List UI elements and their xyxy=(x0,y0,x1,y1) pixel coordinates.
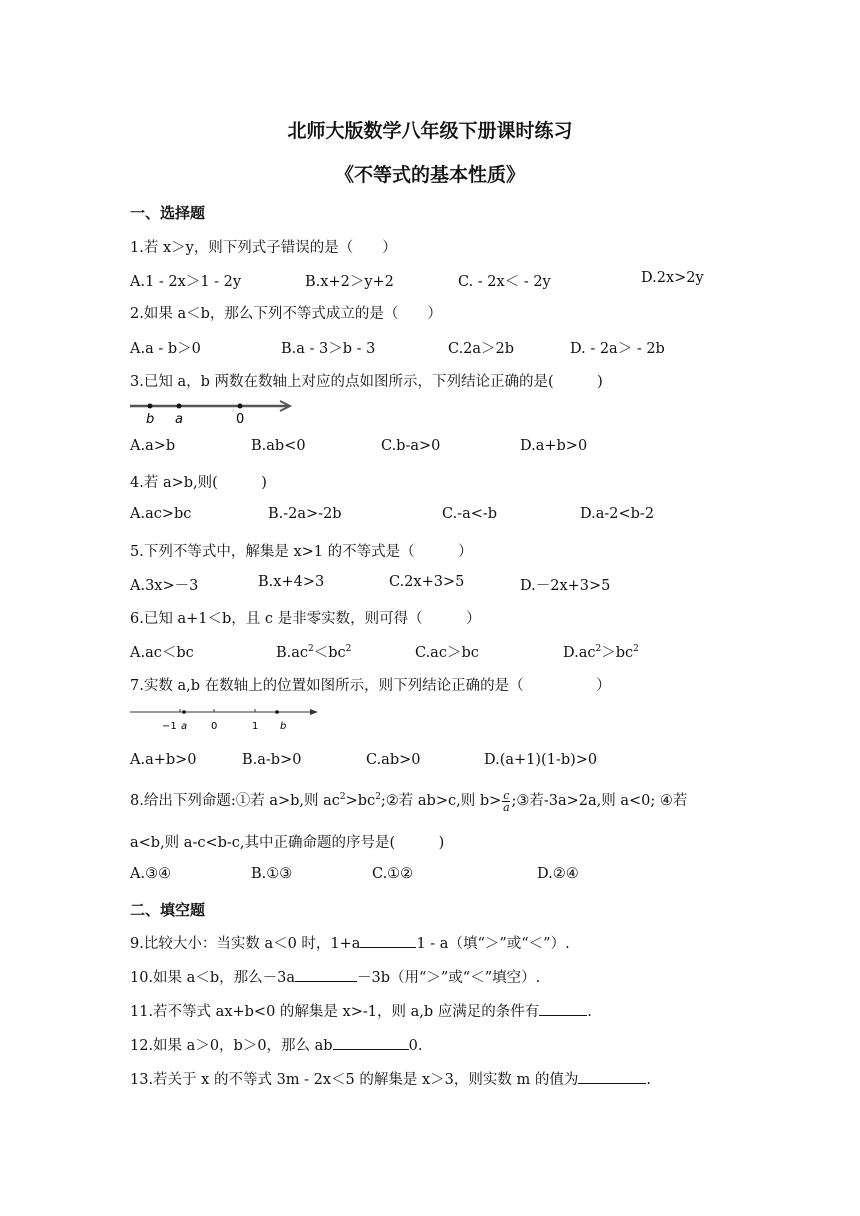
question-10: 10.如果 a＜b，那么－3a －3b（用“＞”或“＜”填空）. xyxy=(130,966,540,987)
section-heading-fill: 二、填空题 xyxy=(130,901,206,919)
question-7-axis-label-a: a xyxy=(181,721,188,732)
question-5-stem: 5.下列不等式中，解集是 x>1 的不等式是（ ） xyxy=(130,544,473,560)
question-1-option-c: C. - 2x＜ - 2y xyxy=(458,274,551,290)
question-2-option-b: B.a - 3＞b - 3 xyxy=(281,341,376,357)
question-2-option-a: A.a - b＞0 xyxy=(130,341,201,357)
question-3-option-a: A.a>b xyxy=(130,438,176,454)
question-8-stem-line-1: 8.给出下列命题:①若 a>b,则 $ac^2>bc^2;②$若 ab>c,则 b> $\frac{c}{a}$ ;③若-3a>2a,则 a<0; ④若 xyxy=(130,788,688,814)
question-3-option-d: D.a+b>0 xyxy=(520,438,588,454)
question-9: 9.比较大小：当实数 a＜0 时，1+a 1 - a（填“＞”或“＜”）. xyxy=(130,932,570,953)
question-2-option-d: D. - 2a＞ - 2b xyxy=(570,341,665,357)
question-5-option-c: C.2x+3>5 xyxy=(389,574,465,590)
question-8-option-b: B.①③ xyxy=(251,866,293,882)
question-4-option-a: A.ac>bc xyxy=(130,506,192,522)
question-6-option-b: $B.ac^2<bc^2$ xyxy=(276,644,352,661)
question-11: 11.若不等式 ax+b<0 的解集是 x>-1，则 a,b 应满足的条件有 . xyxy=(130,1000,592,1021)
question-8-option-a: A.③④ xyxy=(130,866,172,882)
question-4-option-d: D.a-2<b-2 xyxy=(580,506,655,522)
question-7-stem: 7.实数 a,b 在数轴上的位置如图所示，则下列结论正确的是（ ） xyxy=(130,678,611,694)
question-8-stem-line-2: a<b,则 a-c<b-c,其中正确命题的序号是( ) xyxy=(130,835,445,851)
question-7-option-a: A.a+b>0 xyxy=(130,752,197,768)
question-12: 12.如果 a＞0，b＞0，那么 ab 0. xyxy=(130,1034,422,1055)
question-7-option-c: C.ab>0 xyxy=(366,752,421,768)
question-10-answer-blank[interactable] xyxy=(295,967,357,982)
question-5-option-a: A.3x>－3 xyxy=(130,578,199,594)
question-3-axis-label-b: b xyxy=(146,412,155,427)
question-6-option-c: C.ac＞bc xyxy=(415,645,479,661)
question-2-stem: 2.如果 a＜b，那么下列不等式成立的是（ ） xyxy=(130,306,442,322)
question-1-option-a: A.1 - 2x＞1 - 2y xyxy=(130,274,242,290)
question-6-stem: 6.已知 a+1＜b，且 c 是非零实数，则可得（ ） xyxy=(130,611,481,627)
question-4-option-b: B.-2a>-2b xyxy=(268,506,342,522)
question-12-answer-blank[interactable] xyxy=(333,1035,409,1050)
question-3-axis-label-a: a xyxy=(175,412,183,427)
question-7-axis-label-neg-one: −1 xyxy=(162,721,177,732)
question-3-stem: 3.已知 a，b 两数在数轴上对应的点如图所示，下列结论正确的是( ) xyxy=(130,374,603,390)
question-8-option-d: D.②④ xyxy=(537,866,579,882)
question-5-option-d: D.－2x+3>5 xyxy=(520,578,611,594)
question-7-axis-label-zero: 0 xyxy=(211,721,218,732)
question-7-axis-label-b: b xyxy=(280,721,287,732)
question-7-option-b: B.a-b>0 xyxy=(242,752,302,768)
question-6-option-d: $D.ac^2>bc^2$ xyxy=(563,644,639,661)
question-9-answer-blank[interactable] xyxy=(360,933,416,948)
question-7-number-line xyxy=(128,703,328,733)
question-1-stem: 1.若 x＞y，则下列式子错误的是（ ） xyxy=(130,240,397,256)
question-1-option-b: B.x+2＞y+2 xyxy=(305,274,394,290)
question-3-option-b: B.ab<0 xyxy=(251,438,306,454)
question-11-answer-blank[interactable] xyxy=(539,1001,587,1016)
document-subtitle: 《不等式的基本性质》 xyxy=(334,164,525,186)
question-5-option-b: B.x+4>3 xyxy=(258,574,325,590)
question-4-option-c: C.-a<-b xyxy=(442,506,498,522)
question-6-option-a: A.ac＜bc xyxy=(130,645,194,661)
question-3-number-line xyxy=(128,398,298,428)
question-8-option-c: C.①② xyxy=(372,866,414,882)
question-13-answer-blank[interactable] xyxy=(578,1069,646,1084)
question-4-stem: 4.若 a>b,则( ) xyxy=(130,475,267,491)
question-3-axis-label-zero: 0 xyxy=(236,412,245,427)
section-heading-choice: 一、选择题 xyxy=(130,204,206,222)
question-7-option-d: D.(a+1)(1-b)>0 xyxy=(484,752,598,768)
question-8-fraction: $\frac{c}{a}$ xyxy=(503,788,510,814)
question-3-option-c: C.b-a>0 xyxy=(381,438,441,454)
question-7-axis-label-one: 1 xyxy=(252,721,259,732)
question-1-option-d: D.2x>2y xyxy=(641,270,704,286)
question-13: 13.若关于 x 的不等式 3m - 2x＜5 的解集是 x＞3，则实数 m 的值为 . xyxy=(130,1068,651,1089)
question-2-option-c: C.2a＞2b xyxy=(448,341,515,357)
document-title: 北师大版数学八年级下册课时练习 xyxy=(287,120,573,142)
